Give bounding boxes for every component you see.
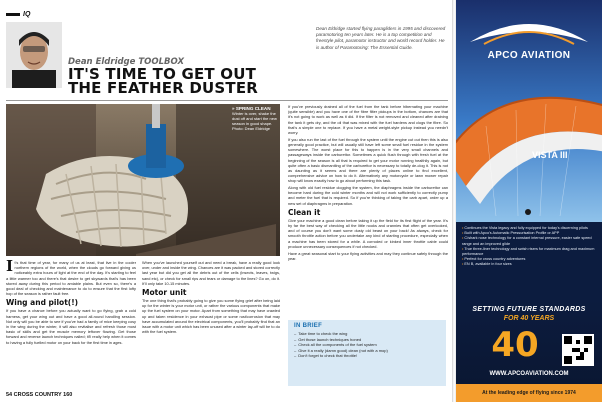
intro-paragraph (6, 260, 136, 296)
anniversary-number: 40 (491, 325, 539, 362)
ad-brand-name: APCO AVIATION (487, 50, 571, 61)
ad-tagline: At the leading edge of flying since 1974 (456, 384, 602, 402)
ad-feature: • Continues the Vista legacy and fully equipped for today's discerning pilots (462, 226, 596, 231)
in-brief-title: IN BRIEF (294, 323, 323, 329)
photo-caption (232, 106, 278, 131)
section-marker (6, 8, 46, 20)
text-column-2 (142, 260, 280, 388)
apco-wing-logo-icon (464, 12, 594, 50)
drop-cap: I (6, 260, 14, 275)
text-column-3 (288, 104, 448, 292)
header-rule (6, 100, 448, 101)
ad-feature: • True three-liner technology and swish risers for maximum drag and maximum performance (462, 247, 596, 257)
article-headline (68, 67, 318, 95)
ad-feature: • EN B, available in four sizes (462, 262, 596, 267)
qr-code-icon (562, 334, 594, 366)
ad-features-list (462, 226, 596, 268)
ad-slogan-line-1: SETTING FUTURE STANDARDS (472, 306, 586, 313)
paragraph-wing-2: When you've launched yourself out and need a break, have a really good look over, under and inside the wing. Chances are it was packed and stored correctly last year but did you get all the debris out of the cells (insects, leaves, twigs, sand etc), or check for small rips and tears or damage to the lines? Go on, do it. It'll only take 10-15 minutes. (142, 260, 280, 286)
qr-code-image (564, 336, 592, 364)
ad-feature: • Perfect for cross country adventures (462, 257, 596, 262)
in-brief-item: – Give it a really (damn good) clean (not with a mop) (294, 348, 440, 354)
author-portrait (6, 22, 62, 88)
subheading-wing: Wing and pilot(!) (6, 298, 79, 308)
intro-text: t's that time of year, for many of us at least, that live in the cooler northern regions of the world, when the clouds go forward giving us noticeably extra hours of light at the end of the day. It's starting to feel a little warmer too and there's that desire to get skywards that's has been stored away during this period to amiable plains. But even so, there's a good deal of checking and maintenance to do to ensure that the first lofty hop of the season is rather fault free. (6, 260, 136, 297)
paraglider-wing-image (456, 66, 602, 222)
text-column-1 (6, 260, 136, 388)
ad-feature: • C/shark nose technology for a constant internal pressure, easier safe speed range and an improved glide (462, 236, 596, 246)
ad-website[interactable]: WWW.APCOAVIATION.COM (489, 371, 569, 377)
ad-feature: • Built with Apco's Automatic Pressurisation Profile or APP (462, 231, 596, 236)
paragraph-clean: Give your machine a good clean before taking it up the field for its first flight of the year. It's by far the best way of checking all the little nooks and crannies that often get overlooked, and of course you don't want some dusty old beast on your back! As always, check for smooth throttle action before you undertake any kind of starting procedure, especially when a machine has been stored for a while. A corroded or kinked inner throttle cable could produce unnecessary consequences if not checked. (288, 217, 448, 249)
section-bar (6, 13, 20, 16)
paragraph-fuel-1: If you've previously drained all of the fuel from the tank before hibernating your machine (quite sensible) and you have one of the fibre filter pickups in the bottom, chances are that it's not going to work as well as it did. If the filter is not removed and cleaned after draining the tank it gets dry, and the oil that was mixed with the fuel hardens and clogs the fibre. So that's a simple one to replace. If you have a metal weight-style pickup instead you needn't worry. (288, 104, 448, 136)
paragraph-fuel-2: If you also run the last of the fuel through the system until the engine cut out then this is also generally good practice, but will usually still have left some small fuel residue in the system somewhere. The worst place for this to happen is in the very small channels and passageways inside the carburettor. Sometimes a quick flush through with fresh fuel at the beginning of the season is all that is required to get your motor running healthily again, but quite often a basic dismantling of the carburettor is necessary to totally de-clog it. This is not as daunting as it seems and there are plenty of places online to find excellent, comprehensive advice on how to do it. Alternatively any motorcycle or lawn mower repair shop will know exactly how to go about performing this task. (288, 136, 448, 184)
subheading-clean: Clean it (288, 207, 321, 217)
paragraph-closing: Have a great seasonal start to your flying activities and may they continue safely through the year. (288, 250, 448, 261)
author-byline: Dean Eldridge TOOLBOX (68, 57, 184, 67)
paragraph-fuel-3: Along with old fuel residue clogging the system, the diaphragms inside the carburettor can become hard during the cold winter months and will not work sufficiently to correctly pump and meter the fuel that is required. So if you're thinking of taking the carb apart, order up a new set of diaphragms in preparation. (288, 185, 448, 206)
ad-slogan-line-2: FOR 40 YEARS (503, 315, 555, 322)
anniversary-badge-icon (484, 324, 546, 362)
subheading-motor: Motor unit (142, 288, 187, 298)
in-brief-list (294, 331, 440, 359)
in-brief-box (288, 320, 446, 386)
headline-line-2: THE FEATHER DUSTER (68, 79, 259, 97)
section-label: IQ (23, 10, 31, 18)
paragraph-motor: The one thing that's probably going to give you some flying grief after being laid up for the winter is your motor unit, or rather the various components that make up the fuel system on your motor. Apart from something that may have crawled up and taken residence in your exhaust pipe or some rust/corrosion that may have accumulated around the electrical components, you'll probably find that an issue with a motor unit which has been unused after a winter lay-off will be to do with the fuel system. (142, 298, 280, 335)
paragraph-wing: If you have a chance before you actually want to go flying, grab a cold harness, get your wing out and have a good all-round handling session. Not only will you be able to see if you've had a family of mice keeping cosy in the wing during the winter, it will also revitalise and refresh those most basic of skills and get the muscle memory leftover flowing. Get those forward and reverse launch techniques nailed; it'll really help when it comes to having a fully fuelled motor on your back for the first time in ages. (6, 308, 136, 345)
page-folio: 54 CROSS COUNTRY 160 (6, 392, 73, 398)
in-brief-item: – Check all the components of the fuel system (294, 342, 440, 348)
ad-model-name: VISTA III (532, 150, 568, 160)
author-bio: Dean Eldridge started flying paragliders in 1995 and discovered paramotoring ten years later. He is a top competition and freestyle pilot, paramotor instructor and world record holder. He is author of Paramotoring: The Essential Guide. (316, 26, 446, 50)
headline-line-1: IT'S TIME TO GET OUT (68, 65, 257, 83)
photo-caption-text: Winter is over, shake the dust off and start the new season in good shape. Photo: Dean Eldridge (232, 111, 277, 131)
in-brief-item: – Don't forget to check that throttle! (294, 353, 440, 359)
author-portrait-image (6, 22, 62, 88)
photo-caption-title: » SPRING CLEAN (232, 106, 271, 111)
in-brief-item: – Take time to check the wing (294, 331, 440, 337)
in-brief-item: – Get those launch techniques honed (294, 337, 440, 343)
advertisement-page (456, 0, 602, 402)
